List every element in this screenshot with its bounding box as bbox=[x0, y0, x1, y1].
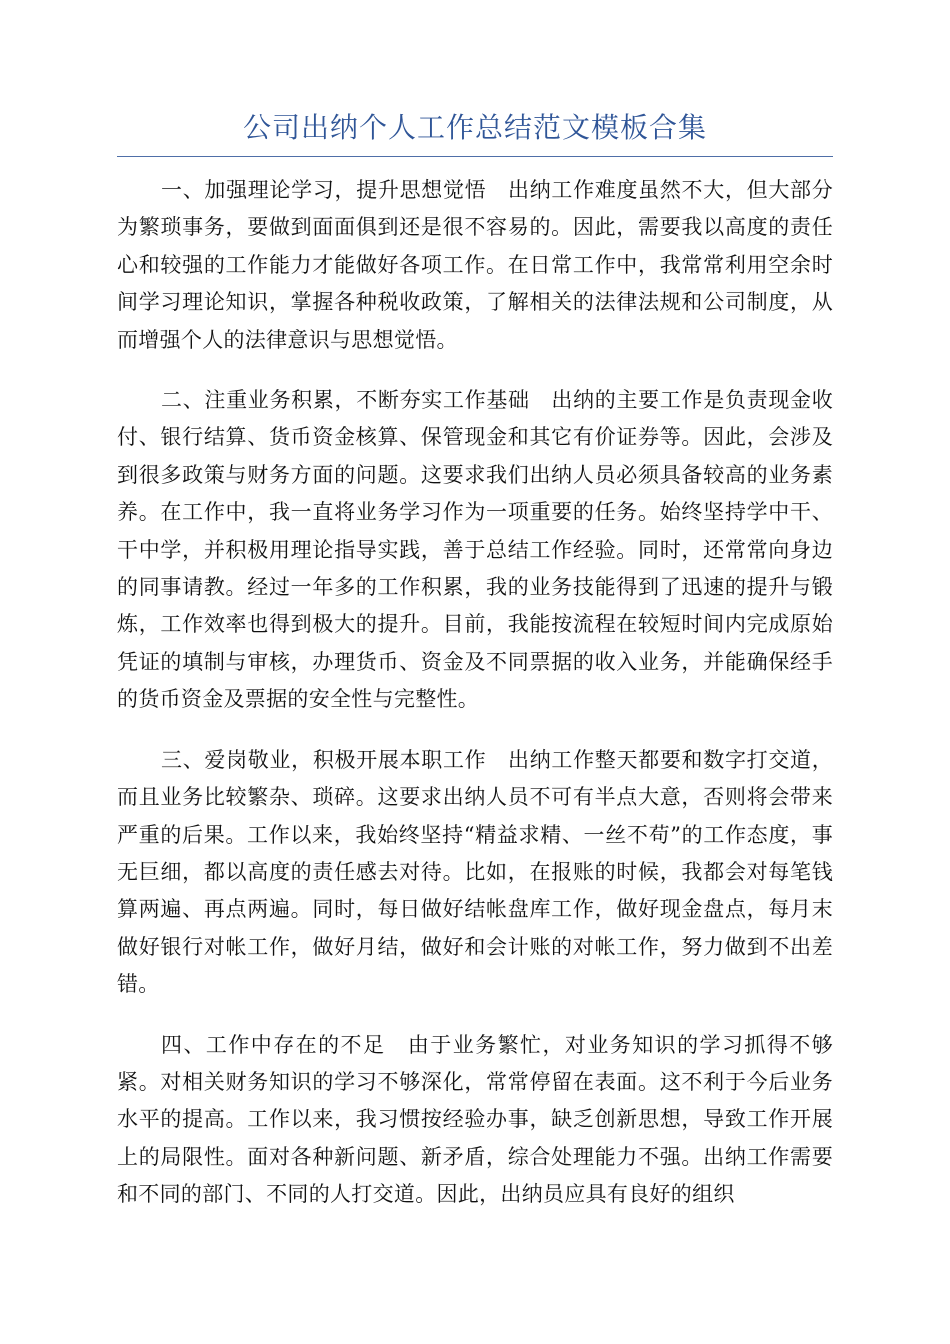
title-block bbox=[117, 108, 833, 157]
document-title: 公司出纳个人工作总结范文模板合集 bbox=[242, 111, 707, 144]
paragraph-4: 四、工作中存在的不足 由于业务繁忙，对业务知识的学习抓得不够紧。对相关财务知识的学习不够深化，常常停留在表面。这不利于今后业务水平的提高。工作以来，我习惯按经验办事，缺乏创新思想，导致工作开展上的局限性。面对各种新问题、新矛盾，综合处理能力不强。出纳工作需要和不同的部门、不同的人打交道。因此，出纳员应具有良好的组织 bbox=[117, 1032, 833, 1207]
paragraph-2: 二、注重业务积累，不断夯实工作基础 出纳的主要工作是负责现金收付、银行结算、货币资金核算、保管现金和其它有价证券等。因此，会涉及到很多政策与财务方面的问题。这要求我们出纳人员必须具备较高的业务素养。在工作中，我一直将业务学习作为一项重要的任务。始终坚持学中干、干中学，并积极用理论指导实践，善于总结工作经验。同时，还常常向身边的同事请教。经过一年多的工作积累，我的业务技能得到了迅速的提升与锻炼，工作效率也得到极大的提升。目前，我能按流程在较短时间内完成原始凭证的填制与审核，办理货币、资金及不同票据的收入业务，并能确保经手的货币资金及票据的安全性与完整性。 bbox=[117, 388, 833, 712]
paragraph-1: 一、加强理论学习，提升思想觉悟 出纳工作难度虽然不大，但大部分为繁琐事务，要做到面面俱到还是很不容易的。因此，需要我以高度的责任心和较强的工作能力才能做好各项工作。在日常工作中，我常常利用空余时间学习理论知识，掌握各种税收政策，了解相关的法律法规和公司制度，从而增强个人的法律意识与思想觉悟。 bbox=[117, 178, 833, 352]
document-body bbox=[117, 172, 833, 1237]
paragraph-3: 三、爱岗敬业，积极开展本职工作 出纳工作整天都要和数字打交道，而且业务比较繁杂、琐碎。这要求出纳人员不可有半点大意，否则将会带来严重的后果。工作以来，我始终坚持“精益求精、一丝不苟”的工作态度，事无巨细，都以高度的责任感去对待。比如，在报账的时候，我都会对每笔钱算两遍、再点两遍。同时，每日做好结帐盘库工作，做好现金盘点，每月末做好银行对帐工作，做好月结，做好和会计账的对帐工作，努力做到不出差错。 bbox=[117, 747, 833, 997]
